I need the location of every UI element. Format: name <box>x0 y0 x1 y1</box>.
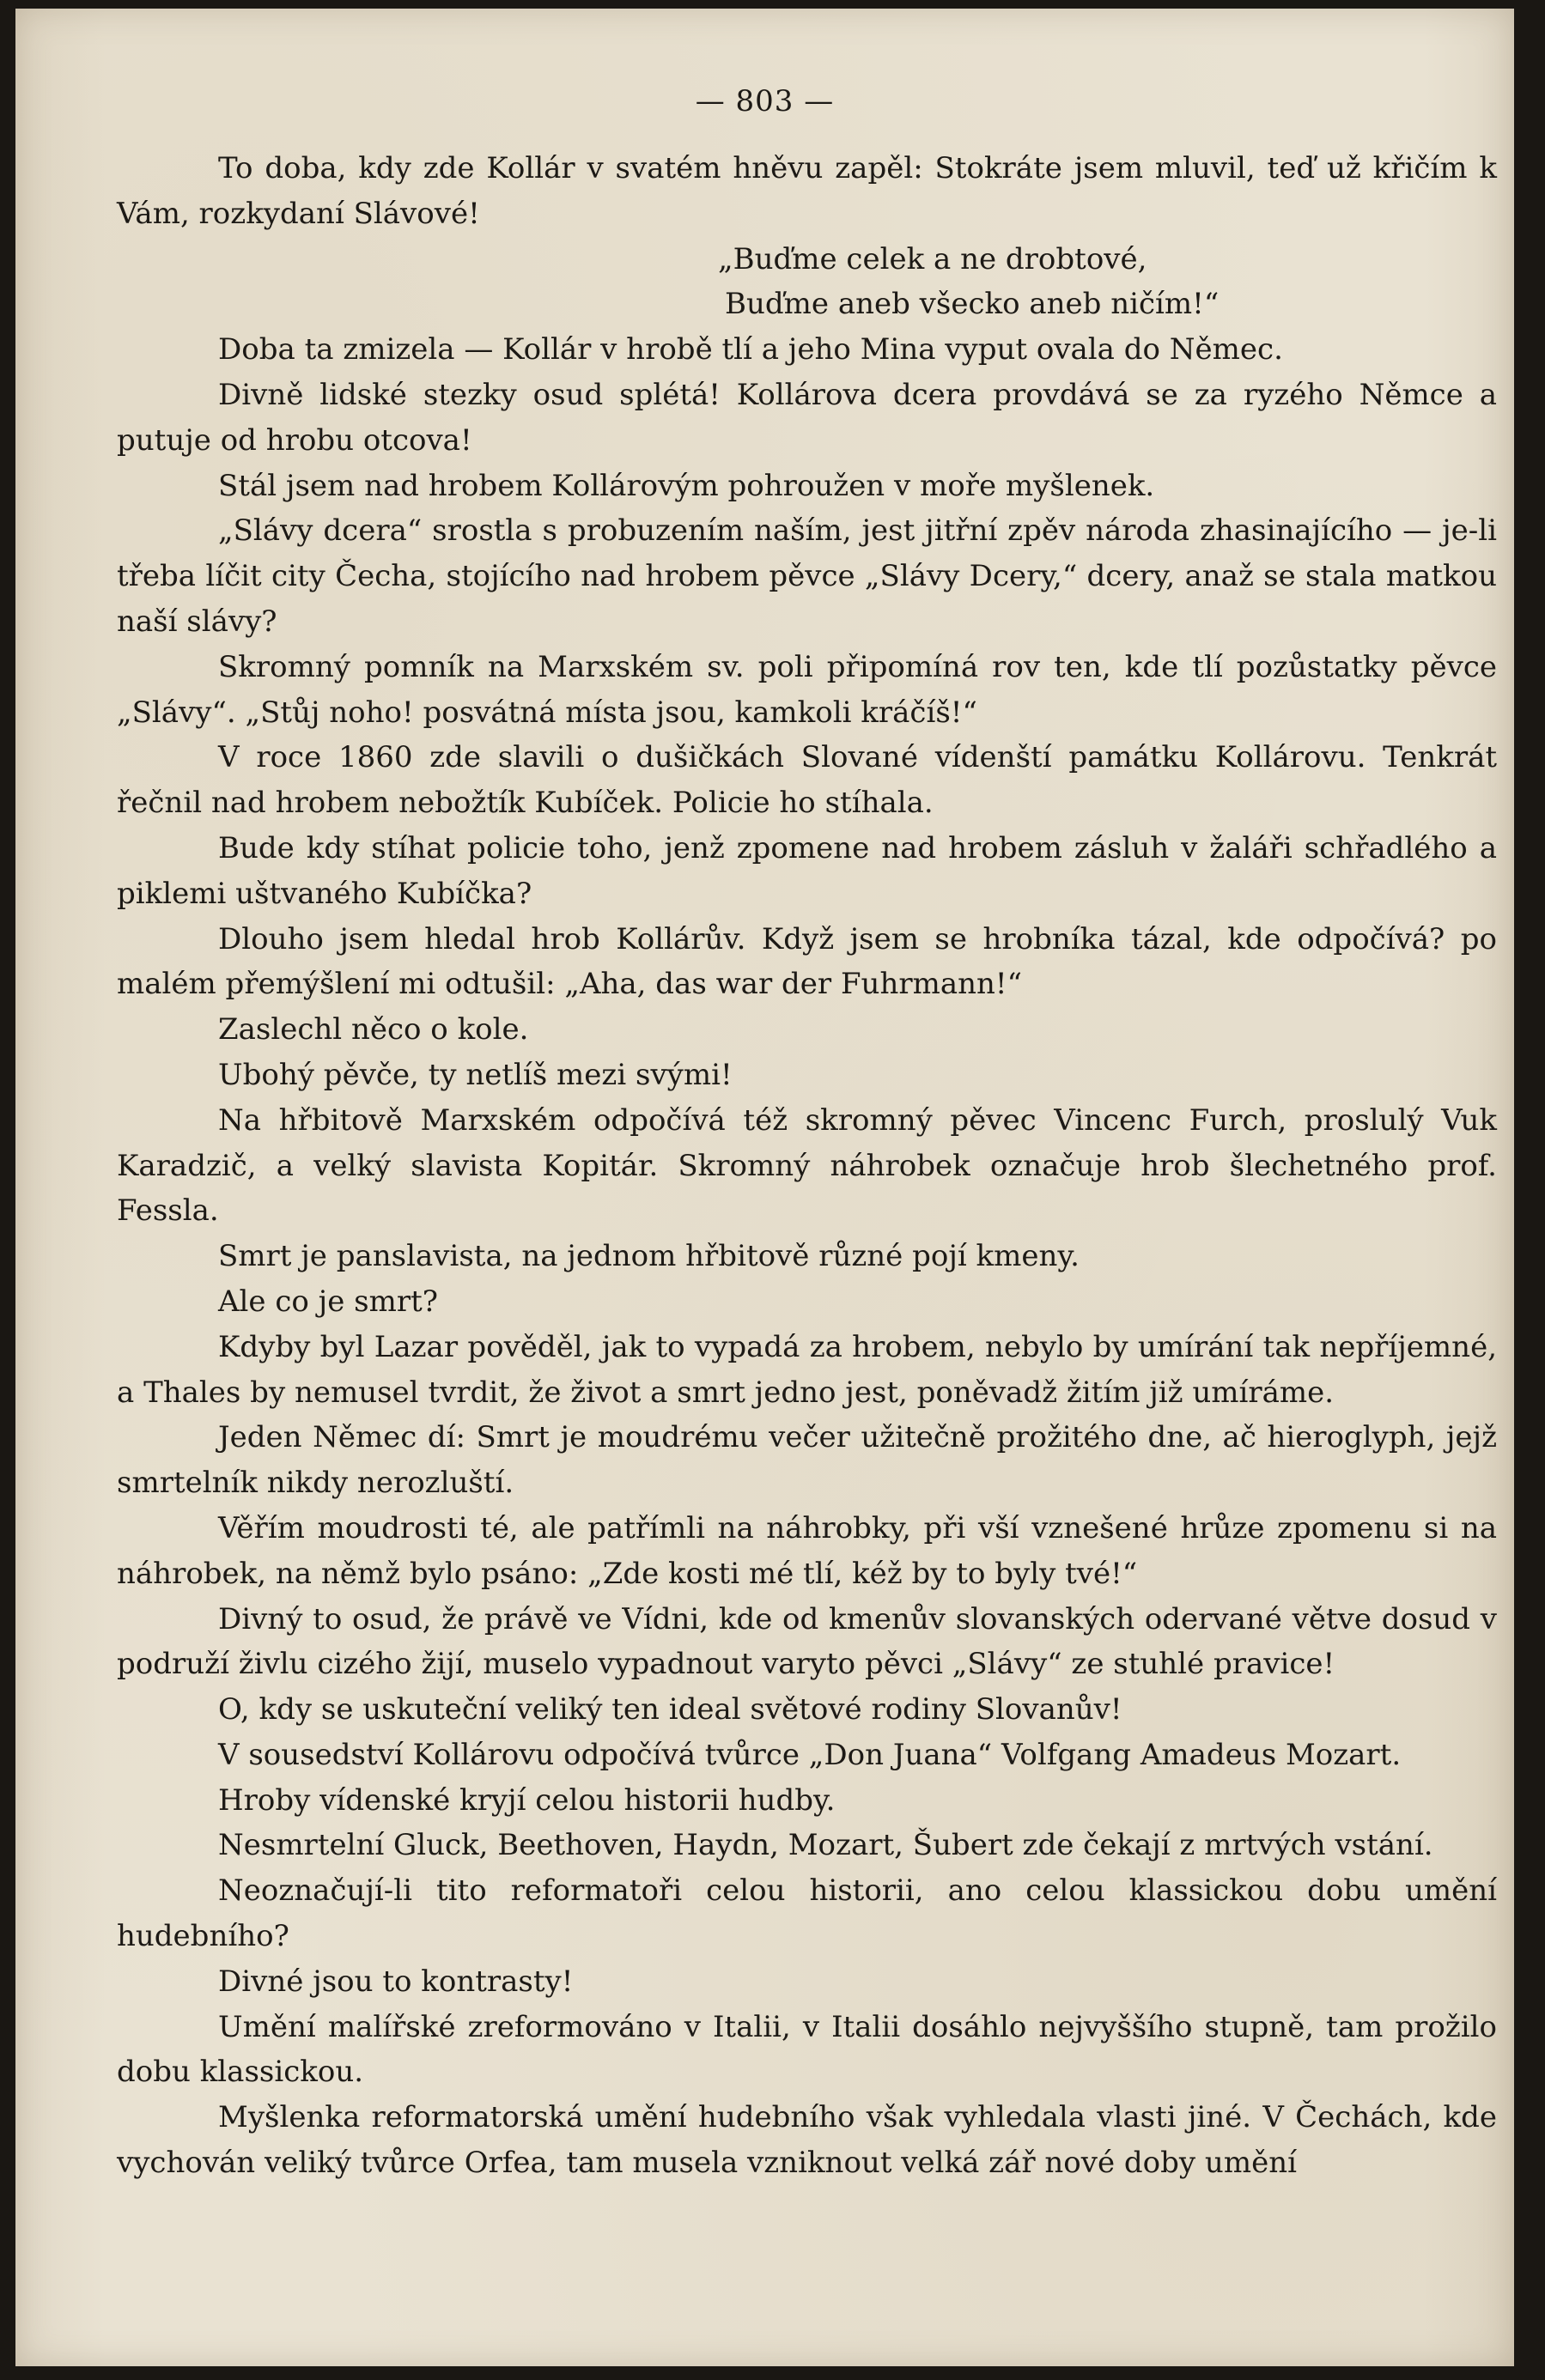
paragraph: Divný to osud, že právě ve Vídni, kde od kmenův slovanských odervané větve dosud v podruží živlu cizého žijí, muselo vypadnout varyto pěvci „Slávy“ ze stuhlé pravice! <box>117 1601 1497 1682</box>
paragraph: Divně lidské stezky osud splétá! Kollárova dcera provdává se za ryzého Němce a putuje od hrobu otcova! <box>117 377 1497 458</box>
paragraph: Dlouho jsem hledal hrob Kollárův. Když jsem se hrobníka tázal, kde odpočívá? po malém přemýšlení mi odtušil: „Aha, das war der Fuhrmann!“ <box>117 921 1497 1002</box>
paragraph: Skromný pomník na Marxském sv. poli připomíná rov ten, kde tlí pozůstatky pěvce „Slávy“. „Stůj noho! posvátná místa jsou, kamkoli kráčíš!“ <box>117 649 1497 730</box>
paragraph: Zaslechl něco o kole. <box>218 1012 529 1047</box>
paragraph: Ale co je smrt? <box>218 1284 438 1319</box>
paragraph: O, kdy se uskuteční veliký ten ideal světové rodiny Slovanův! <box>218 1692 1122 1727</box>
paragraph: Jeden Němec dí: Smrt je moudrému večer užitečně prožitého dne, ač hieroglyph, jejž smrtelník nikdy nerozluští. <box>117 1420 1497 1501</box>
paragraph: V roce 1860 zde slavili o dušičkách Slované vídenští památku Kollárovu. Tenkrát řečnil nad hrobem nebožtík Kubíček. Policie ho stíhala. <box>117 740 1497 821</box>
paragraph: Umění malířské zreformováno v Italii, v Italii dosáhlo nejvyššího stupně, tam prožilo dobu klassickou. <box>117 2009 1497 2090</box>
page-sheet <box>15 9 1514 2366</box>
verse-line: „Buďme celek a ne drobtové, <box>718 241 1147 276</box>
paragraph: Ubohý pěvče, ty netlíš mezi svými! <box>218 1057 733 1092</box>
verse-quote <box>117 237 1497 328</box>
paragraph: Bude kdy stíhat policie toho, jenž zpomene nad hrobem zásluh v žaláři schřadlého a piklemi uštvaného Kubíčka? <box>117 830 1497 911</box>
paragraph: Věřím moudrosti té, ale patřímli na náhrobky, při vší vznešené hrůze zpomenu si na náhrobek, na němž bylo psáno: „Zde kosti mé tlí, kéž by to byly tvé!“ <box>117 1510 1497 1591</box>
page-number: — 803 — <box>695 84 835 118</box>
paragraph: Neoznačují-li tito reformatoři celou historii, ano celou klassickou dobu umění hudebního? <box>117 1873 1497 1954</box>
verse-line: Buďme aneb všecko aneb ničím!“ <box>725 287 1220 322</box>
paragraph: Hroby vídenské kryjí celou historii hudby. <box>218 1782 836 1818</box>
paragraph: Stál jsem nad hrobem Kollárovým pohroužen v moře myšlenek. <box>218 468 1155 503</box>
paragraph: Na hřbitově Marxském odpočívá též skromný pěvec Vincenc Furch, proslulý Vuk Karadzič, a velký slavista Kopitár. Skromný náhrobek označuje hrob šlechetného prof. Fessla. <box>117 1102 1497 1229</box>
paragraph: Myšlenka reformatorská umění hudebního však vyhledala vlasti jiné. V Čechách, kde vychován veliký tvůrce Orfea, tam musela vzniknout velká zář nové doby umění <box>117 2100 1497 2181</box>
paragraph: Smrt je panslavista, na jednom hřbitově různé pojí kmeny. <box>218 1239 1080 1274</box>
paragraph: Nesmrtelní Gluck, Beethoven, Haydn, Mozart, Šubert zde čekají z mrtvých vstání. <box>218 1828 1433 1863</box>
paragraph: To doba, kdy zde Kollár v svatém hněvu zapěl: Stokráte jsem mluvil, teď už křičím k Vám, rozkydaní Slávové! <box>117 151 1497 231</box>
paragraph: „Slávy dcera“ srostla s probuzením naším, jest jitřní zpěv národa zhasinajícího — je-li třeba líčit city Čecha, stojícího nad hrobem pěvce „Slávy Dcery,“ dcery, anaž se stala matkou naší slávy? <box>117 513 1497 639</box>
paragraph: Divné jsou to kontrasty! <box>218 1964 574 1999</box>
paragraph: Kdyby byl Lazar pověděl, jak to vypadá za hrobem, nebylo by umírání tak nepříjemné, a Thales by nemusel tvrdit, že život a smrt jedno jest, poněvadž žitím již umíráme. <box>117 1329 1497 1410</box>
paragraph: Doba ta zmizela — Kollár v hrobě tlí a jeho Mina vyput ovala do Němec. <box>218 332 1283 367</box>
body-text <box>117 146 1497 2186</box>
paragraph: V sousedství Kollárovu odpočívá tvůrce „Don Juana“ Volfgang Amadeus Mozart. <box>218 1737 1402 1772</box>
